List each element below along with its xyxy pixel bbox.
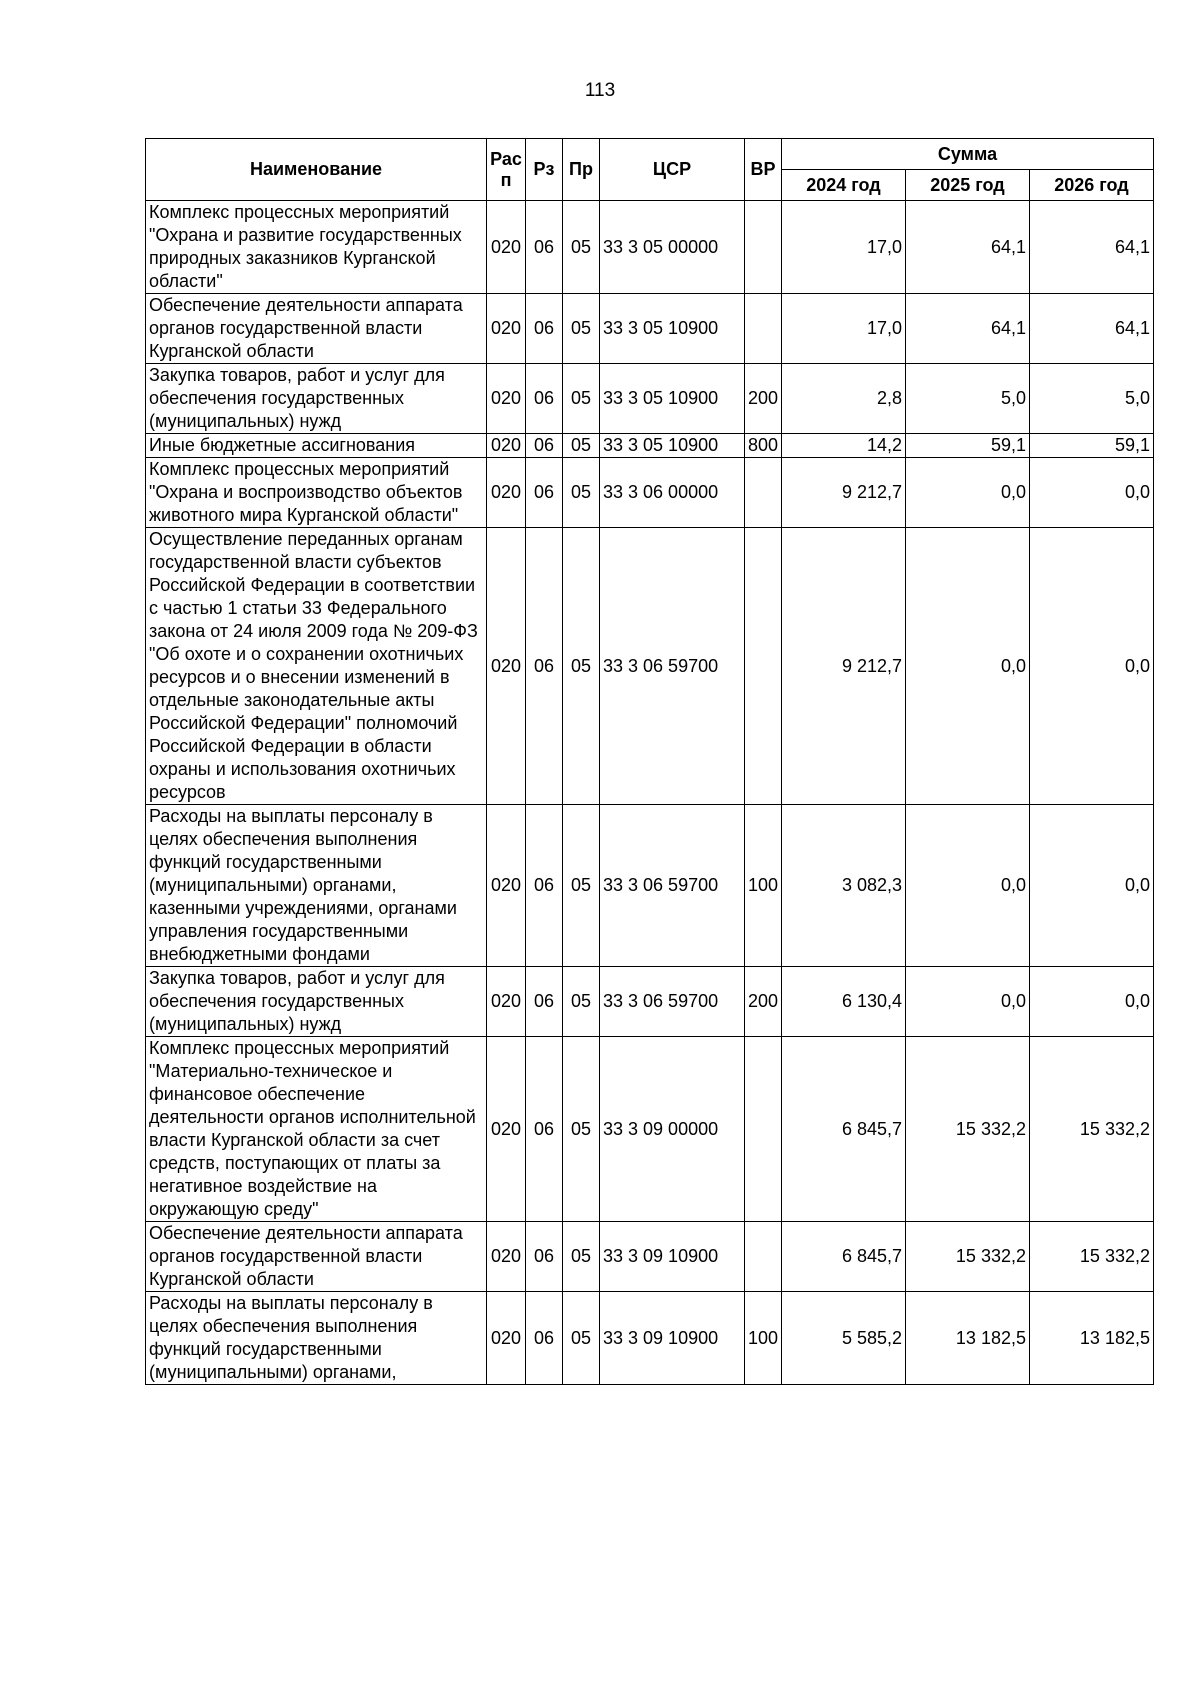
cell-y2025: 15 332,2 [906,1037,1030,1222]
cell-csr: 33 3 05 10900 [600,294,745,364]
cell-csr: 33 3 05 00000 [600,201,745,294]
header-2024: 2024 год [782,170,906,201]
cell-y2025: 0,0 [906,528,1030,805]
cell-pr: 05 [563,805,600,967]
table-body [146,201,1154,1385]
cell-y2024: 17,0 [782,201,906,294]
cell-rasp: 020 [487,1037,526,1222]
table-row [146,458,1154,528]
cell-name: Осуществление переданных органам государственной власти субъектов Российской Федерации в соответствии с частью 1 статьи 33 Федерального закона от 24 июля 2009 года № 209-ФЗ "Об охоте и о сохранении охотничьих ресурсов и о внесении изменений в отдельные законодательные акты Российской Федерации" полномочий Российской Федерации в области охраны и использования охотничьих ресурсов [146,528,487,805]
cell-rasp: 020 [487,458,526,528]
cell-y2025: 0,0 [906,458,1030,528]
cell-y2026: 5,0 [1030,364,1154,434]
cell-rz: 06 [526,458,563,528]
header-2025: 2025 год [906,170,1030,201]
cell-csr: 33 3 05 10900 [600,434,745,458]
cell-rz: 06 [526,1037,563,1222]
cell-y2024: 9 212,7 [782,528,906,805]
cell-name: Комплекс процессных мероприятий "Охрана и воспроизводство объектов животного мира Курганской области" [146,458,487,528]
table-row [146,967,1154,1037]
header-pr: Пр [563,139,600,201]
cell-vr [745,458,782,528]
cell-vr [745,1222,782,1292]
cell-name: Обеспечение деятельности аппарата органов государственной власти Курганской области [146,1222,487,1292]
table-row [146,294,1154,364]
cell-y2026: 0,0 [1030,528,1154,805]
cell-pr: 05 [563,967,600,1037]
cell-pr: 05 [563,201,600,294]
cell-csr: 33 3 09 10900 [600,1222,745,1292]
cell-pr: 05 [563,294,600,364]
cell-y2025: 64,1 [906,294,1030,364]
header-vr: ВР [745,139,782,201]
cell-y2026: 64,1 [1030,294,1154,364]
cell-name: Расходы на выплаты персоналу в целях обеспечения выполнения функций государственными (муниципальными) органами, казенными учреждениями, органами управления государственными внебюджетными фондами [146,805,487,967]
cell-name: Расходы на выплаты персоналу в целях обеспечения выполнения функций государственными (муниципальными) органами, [146,1292,487,1385]
cell-y2026: 15 332,2 [1030,1037,1154,1222]
header-rasp: Рас п [487,139,526,201]
cell-y2024: 6 845,7 [782,1222,906,1292]
header-rz: Рз [526,139,563,201]
table-row [146,1292,1154,1385]
cell-rz: 06 [526,1222,563,1292]
cell-rz: 06 [526,364,563,434]
cell-pr: 05 [563,1222,600,1292]
cell-y2024: 2,8 [782,364,906,434]
cell-rasp: 020 [487,434,526,458]
table-row [146,364,1154,434]
budget-table [145,138,1154,1385]
cell-y2026: 64,1 [1030,201,1154,294]
table-row [146,805,1154,967]
table-row [146,1222,1154,1292]
cell-pr: 05 [563,528,600,805]
cell-y2026: 0,0 [1030,458,1154,528]
table-row [146,528,1154,805]
cell-y2024: 6 845,7 [782,1037,906,1222]
cell-vr: 100 [745,805,782,967]
cell-vr [745,201,782,294]
table-row [146,201,1154,294]
cell-rasp: 020 [487,1222,526,1292]
cell-y2025: 59,1 [906,434,1030,458]
cell-name: Комплекс процессных мероприятий "Охрана и развитие государственных природных заказников Курганской области" [146,201,487,294]
cell-vr: 200 [745,967,782,1037]
cell-rz: 06 [526,294,563,364]
cell-vr: 100 [745,1292,782,1385]
cell-rasp: 020 [487,1292,526,1385]
cell-csr: 33 3 06 59700 [600,528,745,805]
header-name: Наименование [146,139,487,201]
cell-y2025: 0,0 [906,805,1030,967]
cell-csr: 33 3 06 00000 [600,458,745,528]
table-row [146,434,1154,458]
cell-y2024: 9 212,7 [782,458,906,528]
cell-rasp: 020 [487,805,526,967]
cell-csr: 33 3 06 59700 [600,967,745,1037]
header-2026: 2026 год [1030,170,1154,201]
cell-y2025: 64,1 [906,201,1030,294]
cell-vr: 200 [745,364,782,434]
cell-y2025: 13 182,5 [906,1292,1030,1385]
cell-rz: 06 [526,1292,563,1385]
cell-rasp: 020 [487,528,526,805]
cell-rz: 06 [526,805,563,967]
cell-name: Комплекс процессных мероприятий "Материально-техническое и финансовое обеспечение деятельности органов исполнительной власти Курганской области за счет средств, поступающих от платы за негативное воздействие на окружающую среду" [146,1037,487,1222]
cell-rz: 06 [526,201,563,294]
cell-y2026: 0,0 [1030,805,1154,967]
cell-vr [745,294,782,364]
cell-rasp: 020 [487,201,526,294]
cell-rz: 06 [526,967,563,1037]
cell-vr [745,1037,782,1222]
cell-y2025: 0,0 [906,967,1030,1037]
cell-y2024: 6 130,4 [782,967,906,1037]
cell-pr: 05 [563,364,600,434]
cell-y2025: 5,0 [906,364,1030,434]
cell-name: Иные бюджетные ассигнования [146,434,487,458]
cell-rz: 06 [526,528,563,805]
cell-name: Закупка товаров, работ и услуг для обеспечения государственных (муниципальных) нужд [146,967,487,1037]
cell-rasp: 020 [487,294,526,364]
cell-pr: 05 [563,1292,600,1385]
cell-y2026: 59,1 [1030,434,1154,458]
cell-csr: 33 3 05 10900 [600,364,745,434]
cell-y2026: 13 182,5 [1030,1292,1154,1385]
cell-pr: 05 [563,434,600,458]
cell-y2024: 14,2 [782,434,906,458]
header-sum: Сумма [782,139,1154,170]
cell-rz: 06 [526,434,563,458]
cell-y2024: 5 585,2 [782,1292,906,1385]
cell-csr: 33 3 06 59700 [600,805,745,967]
cell-vr: 800 [745,434,782,458]
cell-pr: 05 [563,458,600,528]
page-number: 113 [584,80,616,101]
cell-rasp: 020 [487,364,526,434]
cell-y2026: 0,0 [1030,967,1154,1037]
cell-y2024: 3 082,3 [782,805,906,967]
cell-y2025: 15 332,2 [906,1222,1030,1292]
table-row [146,1037,1154,1222]
cell-name: Обеспечение деятельности аппарата органов государственной власти Курганской области [146,294,487,364]
cell-y2024: 17,0 [782,294,906,364]
cell-rasp: 020 [487,967,526,1037]
cell-csr: 33 3 09 10900 [600,1292,745,1385]
header-csr: ЦСР [600,139,745,201]
cell-pr: 05 [563,1037,600,1222]
cell-y2026: 15 332,2 [1030,1222,1154,1292]
cell-vr [745,528,782,805]
cell-name: Закупка товаров, работ и услуг для обеспечения государственных (муниципальных) нужд [146,364,487,434]
cell-csr: 33 3 09 00000 [600,1037,745,1222]
